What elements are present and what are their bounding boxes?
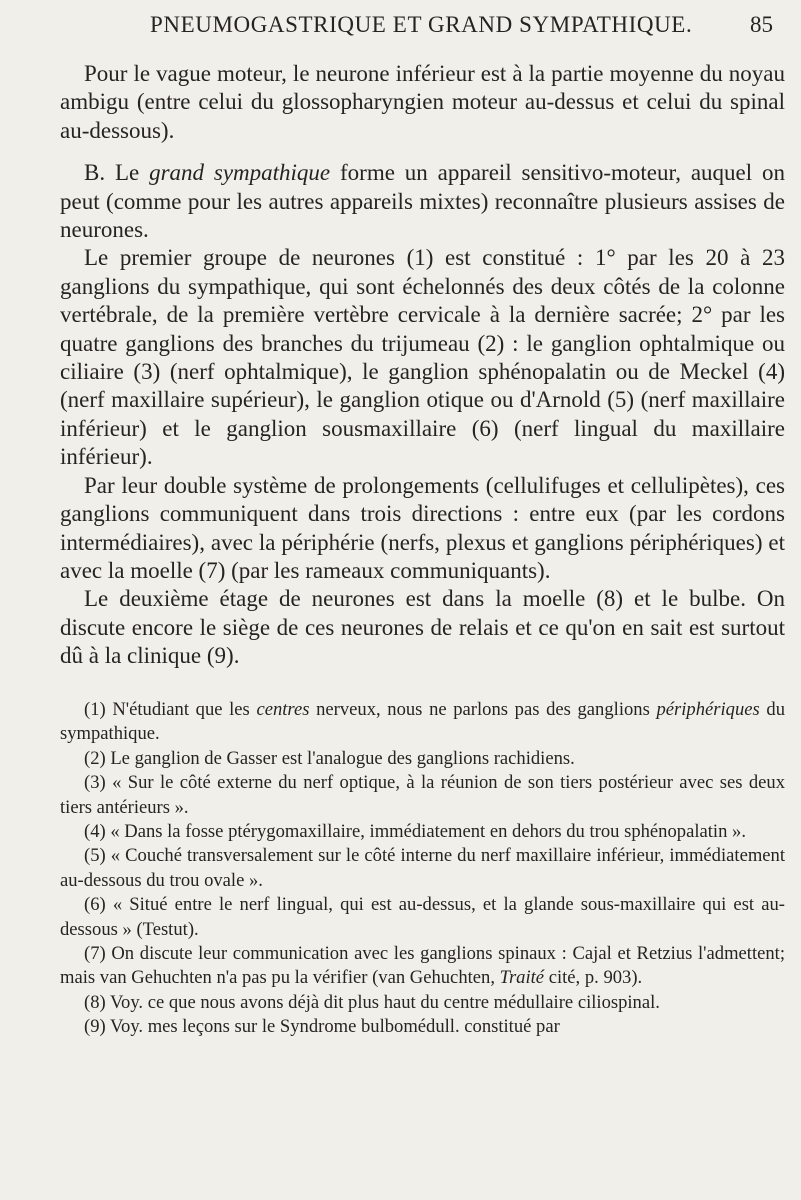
italic-term: Traité <box>499 967 545 989</box>
footnote-text: cité, p. 903). <box>544 967 643 989</box>
footnote-text: du sympathique. <box>60 699 786 745</box>
paragraph-vague-moteur: Pour le vague moteur, le neurone inférieur est à la partie moyenne du noyau ambigu (entre celui du glossopharyngien moteur au-dessus et celui du spinal au-dessous). <box>60 61 785 143</box>
footnote-1 <box>60 698 785 747</box>
paragraph-premier-groupe: Le premier groupe de neurones (1) est constitué : 1° par les 20 à 23 ganglions du sympathique, qui sont échelonnés des deux côtés de la colonne vertébrale, de la première vertèbre cervicale à la dernière sacrée; 2° par les quatre ganglions des branches du trijumeau (2) : le ganglion ophtalmique ou ciliaire (3) (nerf ophtalmique), le ganglion sphénopalatin ou de Meckel (4) (nerf maxillaire supérieur), le ganglion otique ou d'Arnold (5) (nerf maxillaire inférieur) et le ganglion sousmaxillaire (6) (nerf lingual du maxillaire inférieur). <box>60 245 785 470</box>
page-header <box>0 12 801 52</box>
footnote-2: (2) Le ganglion de Gasser est l'analogue des ganglions rachidiens. <box>84 747 575 769</box>
footnote-text: nerveux, nous ne parlons pas des ganglions <box>309 699 657 720</box>
footnote-8: (8) Voy. ce que nous avons déjà dit plus haut du centre médullaire ciliospinal. <box>84 991 660 1013</box>
paragraph-grand-sympathique <box>60 159 785 244</box>
footnote-5: (5) « Couché transversalement sur le côté interne du nerf maxillaire inférieur, immédiatement au-dessous du trou ovale ». <box>60 845 785 891</box>
paragraph-prolongements: Par leur double système de prolongements (cellulifuges et cellulipètes), ces ganglions communiquent dans trois directions : entre eux (par les cordons intermédiaires), avec la périphérie (nerfs, plexus et ganglions périphériques) et avec la moelle (7) (par les rameaux communiquants). <box>60 472 785 583</box>
paragraph-prefix: B. Le <box>84 160 150 186</box>
footnotes <box>60 698 785 1040</box>
paragraph-deuxieme-etage: Le deuxième étage de neurones est dans la moelle (8) et le bulbe. On discute encore le siège de ces neurones de relais et ce qu'on en sait est surtout dû à la clinique (9). <box>60 586 785 669</box>
footnote-text: (1) N'étudiant que les <box>84 699 257 720</box>
footnote-4: (4) « Dans la fosse ptérygomaxillaire, immédiatement en dehors du trou sphénopalatin ». <box>84 821 746 843</box>
running-title: PNEUMOGASTRIQUE ET GRAND SYMPATHIQUE. <box>150 12 693 37</box>
page-number: 85 <box>750 12 773 37</box>
footnote-3: (3) « Sur le côté externe du nerf optique, à la réunion de son tiers postérieur avec ses deux tiers antérieurs ». <box>60 772 785 818</box>
paragraph-suffix: forme un appareil sensitivo-moteur, auquel on peut (comme pour les autres appareils mixtes) reconnaître plusieurs assises de neurones. <box>60 160 785 243</box>
italic-term: grand sympathique <box>149 160 331 186</box>
italic-term: périphériques <box>656 699 760 720</box>
footnote-6: (6) « Situé entre le nerf lingual, qui est au-dessus, et la glande sous-maxillaire qui est au-dessous » (Testut). <box>60 894 785 940</box>
footnote-7 <box>60 942 785 991</box>
footnote-text: (7) On discute leur communication avec les ganglions spinaux : Cajal et Retzius l'admettent; mais van Gehuchten n'a pas pu la vérifier (van Gehuchten, <box>60 943 785 989</box>
footnote-9: (9) Voy. mes leçons sur le Syndrome bulbomédull. constitué par <box>84 1016 560 1038</box>
italic-term: centres <box>256 699 310 720</box>
main-text <box>60 60 785 671</box>
